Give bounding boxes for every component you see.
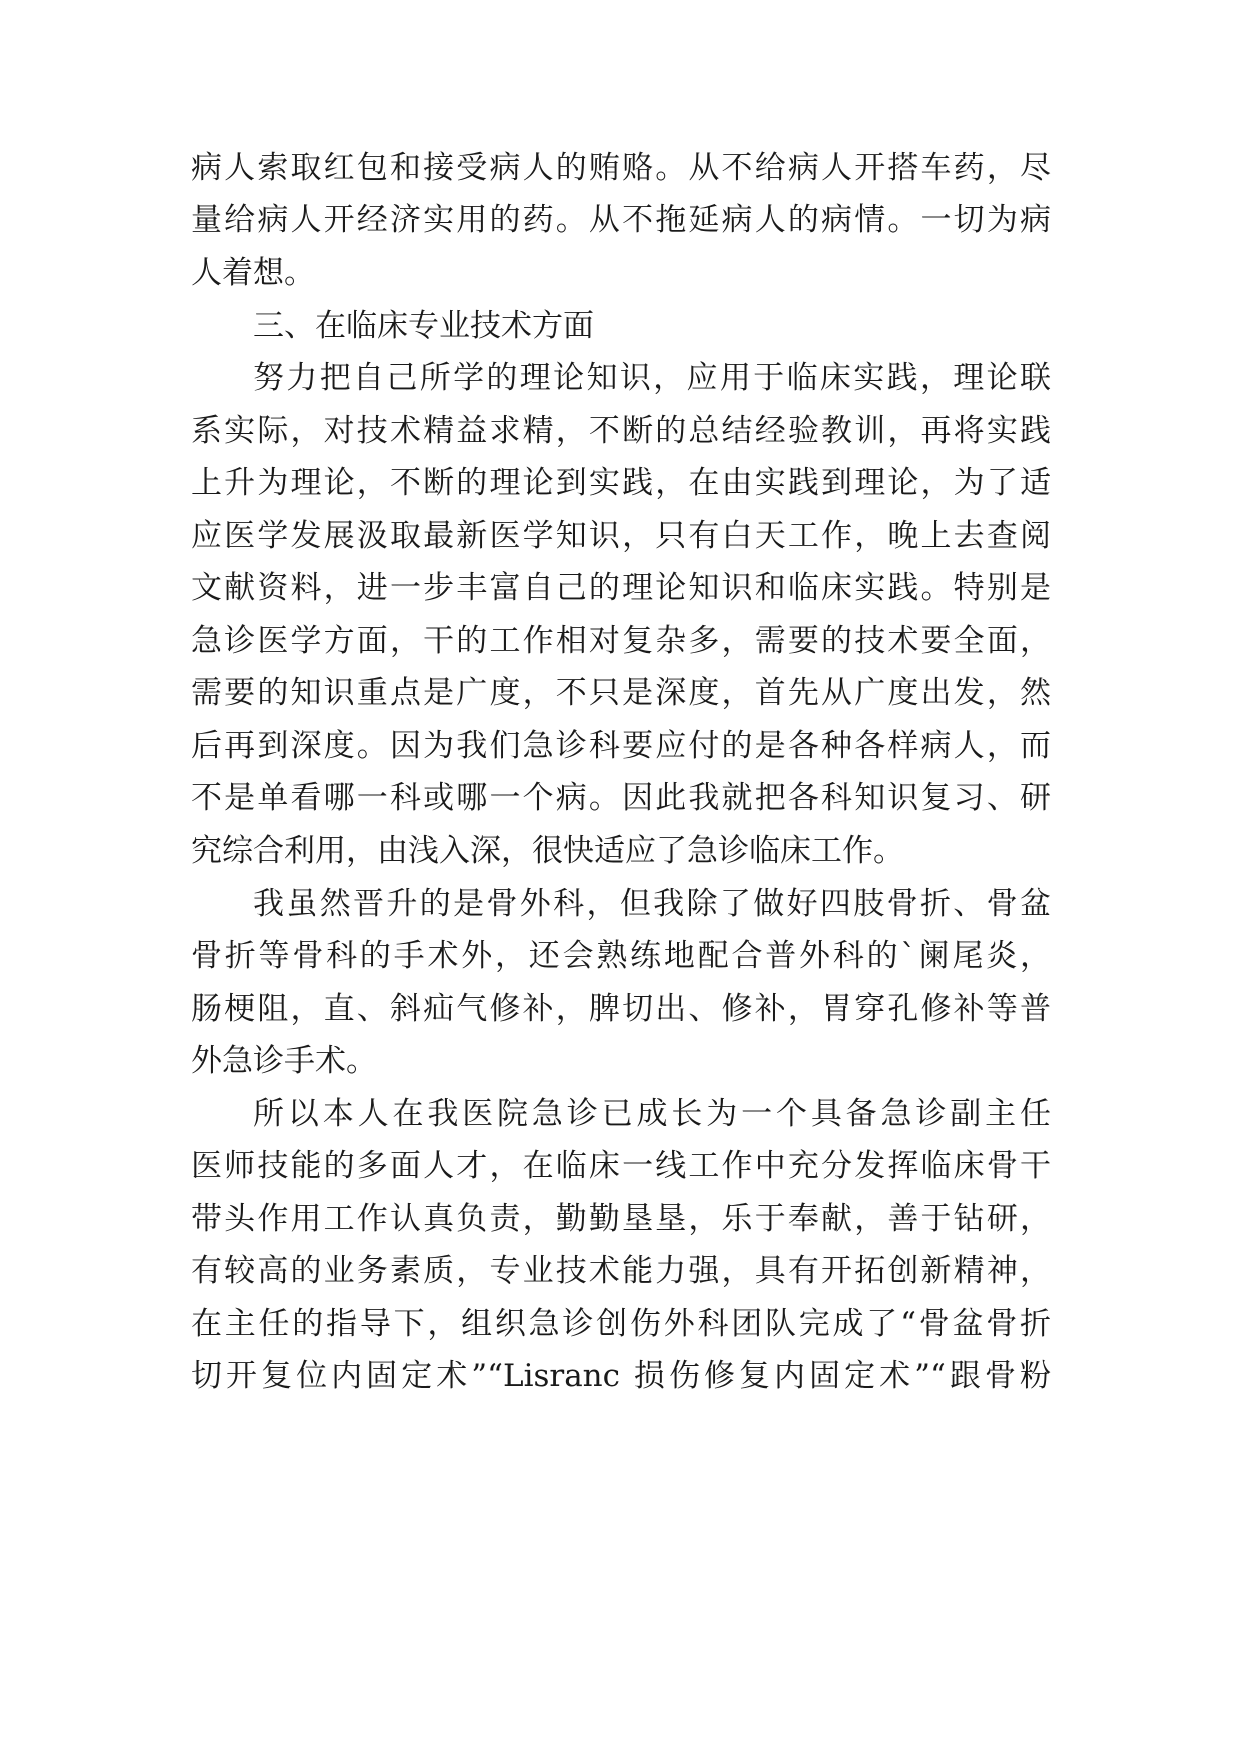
text-line: 有较高的业务素质，专业技术能力强，具有开拓创新精神， <box>191 1253 1051 1289</box>
text-line: 文献资料，进一步丰富自己的理论知识和临床实践。特别是 <box>191 570 1051 606</box>
text-line: 系实际，对技术精益求精，不断的总结经验教训，再将实践 <box>191 413 1051 449</box>
text-line: 骨折等骨科的手术外，还会熟练地配合普外科的`阑尾炎， <box>191 938 1051 974</box>
text-line: 上升为理论，不断的理论到实践，在由实践到理论，为了适 <box>191 465 1051 501</box>
text-line: 切开复位内固定术”“Lisranc 损伤修复内固定术”“跟骨粉 <box>191 1358 1051 1394</box>
text-line: 量给病人开经济实用的药。从不拖延病人的病情。一切为病 <box>191 202 1051 238</box>
text-line: 需要的知识重点是广度，不只是深度，首先从广度出发，然 <box>191 675 1051 711</box>
text-line: 人着想。 <box>191 255 315 291</box>
section-heading: 三、在临床专业技术方面 <box>253 308 594 344</box>
text-line: 病人索取红包和接受病人的贿赂。从不给病人开搭车药，尽 <box>191 150 1051 186</box>
text-line: 后再到深度。因为我们急诊科要应付的是各种各样病人，而 <box>191 728 1051 764</box>
text-line: 究综合利用，由浅入深，很快适应了急诊临床工作。 <box>191 833 904 869</box>
text-line: 所以本人在我医院急诊已成长为一个具备急诊副主任 <box>253 1096 1051 1132</box>
text-line: 我虽然晋升的是骨外科，但我除了做好四肢骨折、骨盆 <box>253 886 1051 922</box>
text-line: 肠梗阻，直、斜疝气修补，脾切出、修补，胃穿孔修补等普 <box>191 991 1051 1027</box>
text-line: 急诊医学方面，干的工作相对复杂多，需要的技术要全面， <box>191 623 1051 659</box>
text-line: 外急诊手术。 <box>191 1043 377 1079</box>
text-line: 不是单看哪一科或哪一个病。因此我就把各科知识复习、研 <box>191 780 1051 816</box>
text-line: 努力把自己所学的理论知识，应用于临床实践，理论联 <box>253 360 1051 396</box>
text-line: 在主任的指导下，组织急诊创伤外科团队完成了“骨盆骨折 <box>191 1306 1051 1342</box>
text-line: 带头作用工作认真负责，勤勤垦垦，乐于奉献，善于钻研， <box>191 1201 1051 1237</box>
text-line: 医师技能的多面人才，在临床一线工作中充分发挥临床骨干 <box>191 1148 1051 1184</box>
text-line: 应医学发展汲取最新医学知识，只有白天工作，晚上去查阅 <box>191 518 1051 554</box>
